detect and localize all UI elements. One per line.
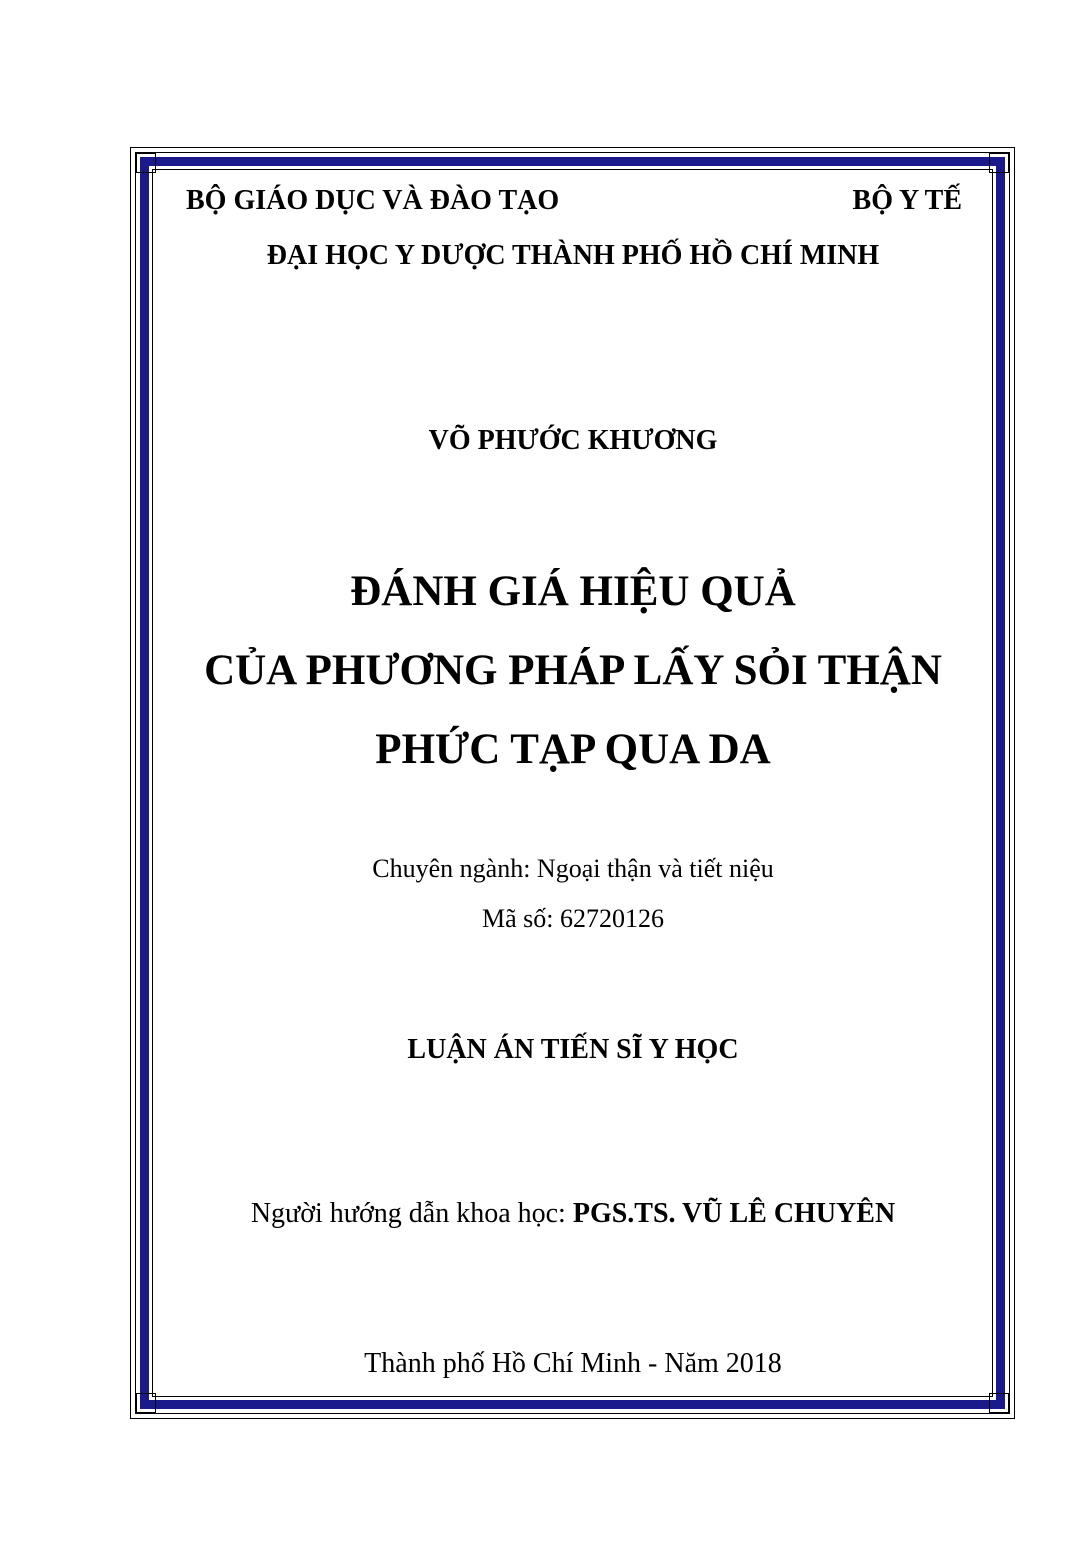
thesis-title-line-2: CỦA PHƯƠNG PHÁP LẤY SỎI THẬN	[204, 647, 942, 694]
advisor-line	[0, 1198, 1090, 1230]
thesis-title-line-3: PHỨC TẠP QUA DA	[375, 726, 771, 773]
advisor-name: PGS.TS. VŨ LÊ CHUYÊN	[572, 1198, 896, 1229]
border-corner-top-left	[136, 153, 156, 173]
author-name: VÕ PHƯỚC KHƯƠNG	[428, 425, 718, 456]
border-corner-bottom-right	[989, 1393, 1009, 1413]
thesis-title-line-1: ĐÁNH GIÁ HIỆU QUẢ	[350, 568, 796, 615]
ministry-education: BỘ GIÁO DỤC VÀ ĐÀO TẠO	[186, 185, 560, 216]
university-name: ĐẠI HỌC Y DƯỢC THÀNH PHỐ HỒ CHÍ MINH	[266, 240, 880, 271]
place-and-year: Thành phố Hồ Chí Minh - Năm 2018	[364, 1348, 782, 1379]
specialty-code: Mã số: 62720126	[482, 904, 664, 933]
advisor-label: Người hướng dẫn khoa học:	[250, 1198, 573, 1229]
border-corner-bottom-left	[136, 1393, 156, 1413]
specialty: Chuyên ngành: Ngoại thận và tiết niệu	[372, 854, 774, 883]
ministry-health: BỘ Y TẾ	[852, 185, 962, 216]
border-corner-top-right	[989, 153, 1009, 173]
degree-type: LUẬN ÁN TIẾN SĨ Y HỌC	[407, 1034, 739, 1065]
